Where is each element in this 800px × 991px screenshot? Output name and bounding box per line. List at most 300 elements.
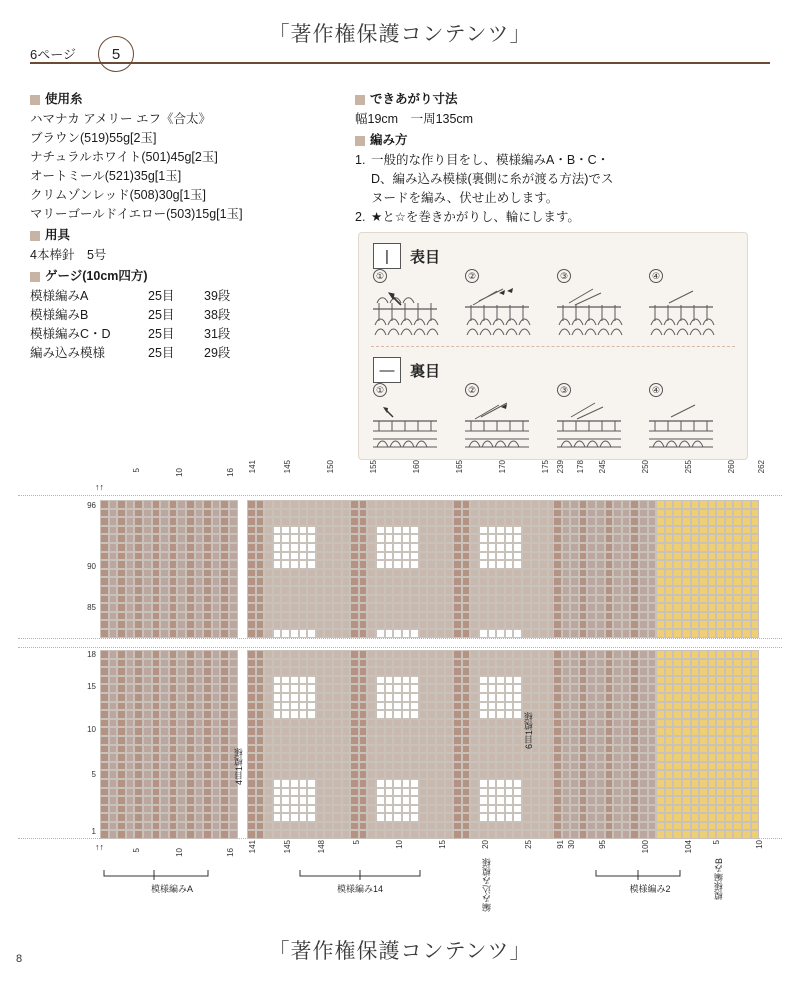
chart-cell	[376, 779, 385, 788]
chart-cell	[596, 779, 605, 788]
chart-cell	[725, 719, 734, 728]
chart-cell	[273, 509, 282, 518]
chart-cell	[427, 552, 436, 561]
chart-cell	[177, 702, 186, 711]
chart-cell	[699, 629, 708, 638]
chart-cell	[100, 552, 109, 561]
chart-cell	[186, 736, 195, 745]
legend-step-number: ①	[373, 269, 387, 283]
chart-cell	[247, 595, 256, 604]
chart-cell	[393, 526, 402, 535]
chart-cell	[160, 719, 169, 728]
chart-cell	[453, 517, 462, 526]
chart-cell	[134, 586, 143, 595]
chart-cell	[100, 702, 109, 711]
chart-cell	[126, 629, 135, 638]
chart-cell	[496, 586, 505, 595]
chart-cell	[488, 779, 497, 788]
chart-cell	[100, 745, 109, 754]
chart-cell	[109, 813, 118, 822]
chart-cell	[324, 745, 333, 754]
chart-cell	[462, 727, 471, 736]
chart-cell	[665, 603, 674, 612]
chart-cell	[656, 509, 665, 518]
chart-cell	[203, 745, 212, 754]
chart-cell	[393, 745, 402, 754]
chart-cell	[479, 830, 488, 839]
chart-cell	[367, 612, 376, 621]
chart-cell	[479, 693, 488, 702]
chart-arrow-marks-top: ↑↑	[95, 482, 104, 492]
chart-cell	[342, 736, 351, 745]
chart-cell	[316, 676, 325, 685]
chart-cell	[613, 813, 622, 822]
chart-row	[247, 788, 556, 797]
chart-cell	[212, 612, 221, 621]
chart-cell	[212, 526, 221, 535]
chart-cell	[256, 753, 265, 762]
chart-cell	[126, 577, 135, 586]
chart-cell	[716, 693, 725, 702]
chart-row	[100, 603, 238, 612]
chart-cell	[376, 517, 385, 526]
chart-cell	[134, 650, 143, 659]
chart-cell	[367, 667, 376, 676]
chart-cell	[587, 509, 596, 518]
chart-cell	[316, 534, 325, 543]
chart-cell	[333, 586, 342, 595]
chart-cell	[419, 612, 428, 621]
chart-cell	[716, 629, 725, 638]
chart-cell	[562, 577, 571, 586]
chart-cell	[419, 543, 428, 552]
chart-cell	[385, 830, 394, 839]
chart-cell	[505, 676, 514, 685]
chart-cell	[229, 719, 238, 728]
chart-cell	[436, 534, 445, 543]
chart-cell	[708, 595, 717, 604]
chart-cell	[333, 650, 342, 659]
chart-cell	[648, 779, 657, 788]
chart-cell	[665, 612, 674, 621]
chart-cell	[562, 753, 571, 762]
chart-cell	[648, 586, 657, 595]
chart-cell	[648, 552, 657, 561]
chart-cell	[570, 736, 579, 745]
chart-cell	[522, 552, 531, 561]
chart-cell	[742, 586, 751, 595]
chart-cell	[656, 526, 665, 535]
knitting-chart-area	[0, 460, 800, 912]
chart-cell	[143, 813, 152, 822]
chart-cell	[376, 676, 385, 685]
chart-cell	[143, 702, 152, 711]
chart-cell	[143, 796, 152, 805]
chart-cell	[513, 796, 522, 805]
chart-cell	[639, 560, 648, 569]
chart-cell	[445, 517, 454, 526]
chart-cell	[648, 684, 657, 693]
chart-cell	[402, 805, 411, 814]
chart-cell	[479, 509, 488, 518]
chart-cell	[496, 667, 505, 676]
chart-cell	[273, 612, 282, 621]
chart-cell	[648, 659, 657, 668]
chart-cell	[126, 779, 135, 788]
chart-cell	[419, 577, 428, 586]
chart-cell	[419, 813, 428, 822]
chart-cell	[613, 684, 622, 693]
chart-cell	[479, 736, 488, 745]
chart-cell	[152, 517, 161, 526]
chart-cell	[393, 719, 402, 728]
chart-cell	[160, 500, 169, 509]
chart-cell	[539, 667, 548, 676]
chart-cell	[186, 577, 195, 586]
chart-cell	[462, 779, 471, 788]
chart-cell	[359, 603, 368, 612]
chart-cell	[453, 620, 462, 629]
chart-cell	[367, 500, 376, 509]
chart-cell	[281, 719, 290, 728]
chart-cell	[367, 702, 376, 711]
chart-cell	[436, 762, 445, 771]
chart-cell	[281, 736, 290, 745]
chart-cell	[742, 620, 751, 629]
chart-cell	[393, 552, 402, 561]
chart-cell	[673, 509, 682, 518]
chart-cell	[281, 577, 290, 586]
chart-row	[247, 727, 556, 736]
chart-cell	[152, 586, 161, 595]
chart-cell	[605, 788, 614, 797]
chart-cell	[100, 500, 109, 509]
chart-cell	[299, 788, 308, 797]
chart-cell	[656, 534, 665, 543]
chart-cell	[553, 667, 562, 676]
chart-cell	[169, 560, 178, 569]
chart-cell	[488, 745, 497, 754]
chart-cell	[562, 620, 571, 629]
chart-cell	[596, 586, 605, 595]
chart-cell	[445, 796, 454, 805]
chart-cell	[177, 552, 186, 561]
chart-cell	[587, 629, 596, 638]
tools-line: 4本棒針 5号	[30, 248, 107, 262]
chart-cell	[273, 830, 282, 839]
chart-cell	[622, 552, 631, 561]
chart-cell	[733, 620, 742, 629]
chart-cell	[299, 586, 308, 595]
chart-row	[247, 586, 556, 595]
chart-cell	[376, 753, 385, 762]
chart-row	[247, 702, 556, 711]
chart-cell	[445, 552, 454, 561]
chart-cell	[587, 753, 596, 762]
chart-cell	[742, 719, 751, 728]
chart-cell	[751, 667, 760, 676]
chart-cell	[630, 586, 639, 595]
chart-cell	[333, 719, 342, 728]
chart-cell	[682, 659, 691, 668]
chart-cell	[393, 509, 402, 518]
chart-cell	[570, 577, 579, 586]
chart-cell	[109, 753, 118, 762]
chart-cell	[367, 788, 376, 797]
chart-cell	[479, 500, 488, 509]
chart-cell	[622, 736, 631, 745]
chart-cell	[350, 796, 359, 805]
chart-cell	[691, 727, 700, 736]
chart-cell	[505, 595, 514, 604]
chart-cell	[596, 620, 605, 629]
chart-cell	[522, 629, 531, 638]
chart-cell	[708, 702, 717, 711]
chart-cell	[531, 702, 540, 711]
chart-cell	[725, 753, 734, 762]
chart-cell	[708, 612, 717, 621]
chart-cell	[152, 727, 161, 736]
chart-cell	[402, 779, 411, 788]
chart-cell	[333, 710, 342, 719]
chart-cell	[316, 569, 325, 578]
chart-cell	[488, 620, 497, 629]
chart-cell	[488, 822, 497, 831]
chart-cell	[579, 727, 588, 736]
legend-step-number: ②	[465, 269, 479, 283]
chart-cell	[445, 684, 454, 693]
chart-cell	[342, 745, 351, 754]
chart-cell	[195, 762, 204, 771]
chart-cell	[256, 534, 265, 543]
chart-cell	[350, 702, 359, 711]
chart-cell	[539, 586, 548, 595]
chart-cell	[134, 796, 143, 805]
chart-cell	[419, 822, 428, 831]
chart-cell	[299, 753, 308, 762]
chart-cell	[393, 753, 402, 762]
chart-cell	[656, 796, 665, 805]
chart-cell	[716, 526, 725, 535]
chart-cell	[479, 710, 488, 719]
chart-cell	[522, 667, 531, 676]
chart-cell	[445, 560, 454, 569]
chart-cell	[376, 577, 385, 586]
chart-cell	[733, 770, 742, 779]
chart-cell	[427, 659, 436, 668]
chart-cell	[436, 753, 445, 762]
chart-cell	[126, 603, 135, 612]
chart-cell	[177, 676, 186, 685]
chart-cell	[513, 534, 522, 543]
chart-cell	[203, 693, 212, 702]
chart-cell	[648, 693, 657, 702]
chart-cell	[665, 569, 674, 578]
chart-cell	[169, 753, 178, 762]
chart-cell	[143, 693, 152, 702]
axis-tick-label: 255	[684, 460, 693, 474]
chart-cell	[470, 736, 479, 745]
chart-cell	[143, 830, 152, 839]
chart-cell	[273, 745, 282, 754]
chart-cell	[342, 552, 351, 561]
chart-cell	[673, 586, 682, 595]
axis-tick-label: 20	[481, 840, 490, 849]
chart-cell	[299, 543, 308, 552]
stitch-legend-box	[358, 232, 748, 460]
chart-cell	[299, 770, 308, 779]
chart-cell	[479, 745, 488, 754]
chart-cell	[342, 684, 351, 693]
chart-cell	[427, 702, 436, 711]
chart-cell	[470, 770, 479, 779]
chart-cell	[648, 509, 657, 518]
chart-cell	[587, 500, 596, 509]
chart-cell	[212, 552, 221, 561]
chart-cell	[539, 534, 548, 543]
chart-cell	[393, 693, 402, 702]
chart-cell	[169, 500, 178, 509]
chart-cell	[220, 526, 229, 535]
chart-row	[553, 702, 759, 711]
chart-cell	[203, 534, 212, 543]
row-label: 10	[87, 725, 96, 734]
chart-cell	[359, 693, 368, 702]
chart-cell	[393, 650, 402, 659]
chart-cell	[195, 719, 204, 728]
chart-cell	[100, 719, 109, 728]
chart-cell	[462, 650, 471, 659]
chart-cell	[742, 526, 751, 535]
chart-cell	[496, 620, 505, 629]
chart-cell	[513, 676, 522, 685]
axis-tick-label: 16	[226, 848, 235, 857]
chart-cell	[264, 577, 273, 586]
chart-cell	[453, 736, 462, 745]
chart-row	[553, 676, 759, 685]
chart-cell	[436, 650, 445, 659]
gauge-row	[30, 344, 350, 363]
chart-cell	[134, 736, 143, 745]
chart-cell	[622, 659, 631, 668]
chart-cell	[117, 788, 126, 797]
chart-cell	[639, 779, 648, 788]
chart-cell	[316, 509, 325, 518]
chart-cell	[605, 727, 614, 736]
gauge-row	[30, 287, 350, 306]
chart-cell	[742, 534, 751, 543]
chart-cell	[622, 788, 631, 797]
chart-cell	[733, 693, 742, 702]
chart-cell	[152, 534, 161, 543]
chart-cell	[169, 612, 178, 621]
chart-cell	[531, 500, 540, 509]
chart-cell	[613, 586, 622, 595]
chart-cell	[109, 788, 118, 797]
chart-cell	[385, 500, 394, 509]
chart-cell	[169, 788, 178, 797]
chart-cell	[553, 560, 562, 569]
chart-cell	[385, 603, 394, 612]
chart-cell	[195, 560, 204, 569]
chart-cell	[462, 560, 471, 569]
chart-cell	[220, 753, 229, 762]
chart-row	[247, 659, 556, 668]
chart-cell	[488, 830, 497, 839]
chart-cell	[143, 805, 152, 814]
chart-cell	[531, 629, 540, 638]
chart-cell	[725, 534, 734, 543]
chart-cell	[665, 517, 674, 526]
chart-cell	[143, 526, 152, 535]
chart-cell	[195, 659, 204, 668]
chart-cell	[307, 788, 316, 797]
chart-cell	[453, 788, 462, 797]
chart-cell	[290, 779, 299, 788]
chart-cell	[751, 509, 760, 518]
chart-cell	[177, 629, 186, 638]
chart-cell	[376, 659, 385, 668]
chart-cell	[513, 586, 522, 595]
chart-cell	[613, 659, 622, 668]
chart-cell	[126, 684, 135, 693]
chart-cell	[316, 595, 325, 604]
chart-cell	[109, 719, 118, 728]
chart-cell	[316, 727, 325, 736]
chart-cell	[203, 736, 212, 745]
chart-cell	[553, 603, 562, 612]
chart-cell	[350, 517, 359, 526]
chart-cell	[470, 552, 479, 561]
chart-cell	[453, 805, 462, 814]
chart-cell	[531, 753, 540, 762]
chart-cell	[324, 560, 333, 569]
chart-cell	[553, 552, 562, 561]
chart-cell	[513, 753, 522, 762]
chart-cell	[579, 526, 588, 535]
chart-cell	[385, 620, 394, 629]
chart-cell	[470, 830, 479, 839]
chart-cell	[682, 509, 691, 518]
chart-cell	[350, 560, 359, 569]
chart-cell	[402, 830, 411, 839]
chart-cell	[639, 770, 648, 779]
chart-cell	[117, 805, 126, 814]
chart-cell	[605, 586, 614, 595]
chart-cell	[376, 830, 385, 839]
gauge-stitches: 25目	[148, 346, 175, 360]
chart-cell	[613, 830, 622, 839]
chart-cell	[605, 710, 614, 719]
chart-cell	[579, 762, 588, 771]
chart-cell	[100, 603, 109, 612]
chart-cell	[359, 595, 368, 604]
chart-cell	[622, 822, 631, 831]
chart-cell	[716, 762, 725, 771]
chart-cell	[531, 676, 540, 685]
chart-cell	[273, 736, 282, 745]
chart-cell	[367, 710, 376, 719]
chart-cell	[410, 543, 419, 552]
chart-cell	[596, 684, 605, 693]
chart-cell	[143, 569, 152, 578]
chart-cell	[126, 509, 135, 518]
chart-cell	[622, 702, 631, 711]
chart-cell	[177, 745, 186, 754]
chart-cell	[152, 577, 161, 586]
chart-cell	[247, 788, 256, 797]
chart-cell	[708, 500, 717, 509]
